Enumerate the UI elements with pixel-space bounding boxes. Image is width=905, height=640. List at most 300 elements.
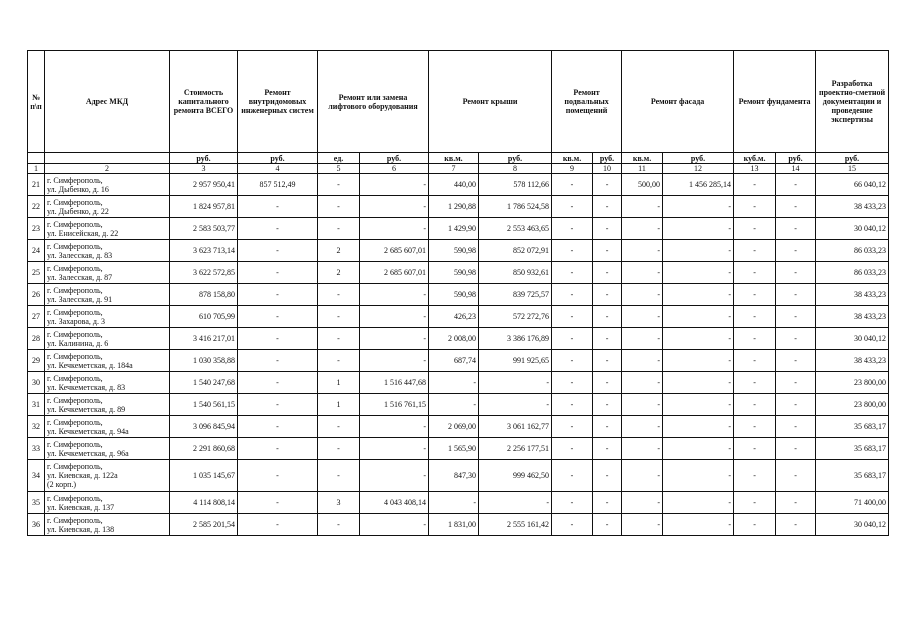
address-cell xyxy=(45,328,170,350)
foundation-volume-cell: - xyxy=(734,460,776,492)
foundation-cost-cell: - xyxy=(776,174,816,196)
facade-area-cell: 500,00 xyxy=(622,174,663,196)
foundation-volume-cell: - xyxy=(734,350,776,372)
header-elevator: Ремонт или замена лифтового оборудования xyxy=(318,51,429,153)
row-number-cell: 26 xyxy=(28,284,45,306)
row-number-cell: 29 xyxy=(28,350,45,372)
facade-cost-cell: - xyxy=(663,284,734,306)
roof-cost-cell: 2 555 161,42 xyxy=(479,514,552,536)
row-number-cell: 27 xyxy=(28,306,45,328)
address-line: г. Симферополь, xyxy=(47,515,103,525)
table-row xyxy=(28,460,889,492)
address-line: ул. Залесская, д. 87 xyxy=(47,272,113,282)
foundation-cost-cell: - xyxy=(776,416,816,438)
total-cost-cell: 3 416 217,01 xyxy=(170,328,238,350)
roof-area-cell: 590,98 xyxy=(429,262,479,284)
roof-cost-cell: - xyxy=(479,492,552,514)
basement-area-cell: - xyxy=(552,284,593,306)
elevator-count-cell: - xyxy=(318,416,360,438)
elevator-cost-cell: 4 043 408,14 xyxy=(360,492,429,514)
table-row xyxy=(28,218,889,240)
table-row xyxy=(28,416,889,438)
address-cell xyxy=(45,394,170,416)
elevator-cost-cell: - xyxy=(360,460,429,492)
row-number-cell: 30 xyxy=(28,372,45,394)
roof-cost-cell: 2 553 463,65 xyxy=(479,218,552,240)
address-line: г. Симферополь, xyxy=(47,439,103,449)
basement-area-cell: - xyxy=(552,394,593,416)
basement-area-cell: - xyxy=(552,460,593,492)
row-number-cell: 36 xyxy=(28,514,45,536)
foundation-volume-cell: - xyxy=(734,196,776,218)
unit-cell: руб. xyxy=(479,153,552,164)
address-line: г. Симферополь, xyxy=(47,285,103,295)
header-basement: Ремонт подвальных помещений xyxy=(552,51,622,153)
basement-area-cell: - xyxy=(552,416,593,438)
basement-cost-cell: - xyxy=(593,394,622,416)
column-number: 4 xyxy=(238,164,318,174)
basement-cost-cell: - xyxy=(593,262,622,284)
facade-area-cell: - xyxy=(622,284,663,306)
address-cell xyxy=(45,460,170,492)
column-number: 2 xyxy=(45,164,170,174)
elevator-count-cell: 3 xyxy=(318,492,360,514)
table-row xyxy=(28,262,889,284)
address-cell xyxy=(45,372,170,394)
engineering-cell: - xyxy=(238,460,318,492)
roof-area-cell: 440,00 xyxy=(429,174,479,196)
address-line: ул. Дыбенко, д. 16 xyxy=(47,184,109,194)
address-line: г. Симферополь, xyxy=(47,417,103,427)
header-design-docs: Разработка проектно-сметной документации и проведение экспертизы xyxy=(816,51,889,153)
column-number: 7 xyxy=(429,164,479,174)
facade-cost-cell: 1 456 285,14 xyxy=(663,174,734,196)
address-cell xyxy=(45,218,170,240)
roof-area-cell: - xyxy=(429,394,479,416)
facade-area-cell: - xyxy=(622,240,663,262)
engineering-cell: 857 512,49 xyxy=(238,174,318,196)
address-cell xyxy=(45,492,170,514)
total-cost-cell: 1 824 957,81 xyxy=(170,196,238,218)
foundation-volume-cell: - xyxy=(734,240,776,262)
address-line: ул. Кечкеметская, д. 94а xyxy=(47,426,129,436)
design-docs-cell: 23 800,00 xyxy=(816,394,889,416)
row-number-cell: 32 xyxy=(28,416,45,438)
design-docs-cell: 86 033,23 xyxy=(816,240,889,262)
address-line: г. Симферополь, xyxy=(47,395,103,405)
foundation-cost-cell: - xyxy=(776,262,816,284)
elevator-count-cell: - xyxy=(318,284,360,306)
design-docs-cell: 86 033,23 xyxy=(816,262,889,284)
row-number-cell: 28 xyxy=(28,328,45,350)
engineering-cell: - xyxy=(238,328,318,350)
facade-cost-cell: - xyxy=(663,460,734,492)
basement-area-cell: - xyxy=(552,174,593,196)
total-cost-cell: 3 623 713,14 xyxy=(170,240,238,262)
address-line: г. Симферополь, xyxy=(47,462,103,471)
header-roof: Ремонт крыши xyxy=(429,51,552,153)
elevator-count-cell: - xyxy=(318,438,360,460)
facade-cost-cell: - xyxy=(663,514,734,536)
header-foundation: Ремонт фундамента xyxy=(734,51,816,153)
unit-cell: руб. xyxy=(593,153,622,164)
address-line: г. Симферополь, xyxy=(47,197,103,207)
elevator-cost-cell: - xyxy=(360,438,429,460)
design-docs-cell: 35 683,17 xyxy=(816,416,889,438)
address-cell xyxy=(45,350,170,372)
address-line: ул. Кечкеметская, д. 96а xyxy=(47,448,129,458)
roof-area-cell: 847,30 xyxy=(429,460,479,492)
foundation-volume-cell: - xyxy=(734,174,776,196)
design-docs-cell: 30 040,12 xyxy=(816,328,889,350)
elevator-cost-cell: - xyxy=(360,174,429,196)
address-cell xyxy=(45,514,170,536)
facade-area-cell: - xyxy=(622,514,663,536)
row-number-cell: 31 xyxy=(28,394,45,416)
elevator-cost-cell: 1 516 761,15 xyxy=(360,394,429,416)
unit-cell: руб. xyxy=(170,153,238,164)
table-row xyxy=(28,328,889,350)
facade-area-cell: - xyxy=(622,438,663,460)
total-cost-cell: 2 291 860,68 xyxy=(170,438,238,460)
roof-cost-cell: 3 061 162,77 xyxy=(479,416,552,438)
column-number: 13 xyxy=(734,164,776,174)
address-line: г. Симферополь, xyxy=(47,175,103,185)
engineering-cell: - xyxy=(238,416,318,438)
address-line: г. Симферополь, xyxy=(47,373,103,383)
table-row xyxy=(28,492,889,514)
table-row xyxy=(28,438,889,460)
engineering-cell: - xyxy=(238,196,318,218)
table-row xyxy=(28,394,889,416)
roof-cost-cell: - xyxy=(479,394,552,416)
address-line: ул. Енисейская, д. 22 xyxy=(47,228,119,238)
roof-cost-cell: 572 272,76 xyxy=(479,306,552,328)
unit-cell: руб. xyxy=(360,153,429,164)
address-line: ул. Киевская, д. 138 xyxy=(47,524,115,534)
elevator-cost-cell: - xyxy=(360,416,429,438)
total-cost-cell: 1 035 145,67 xyxy=(170,460,238,492)
address-line: ул. Кечкеметская, д. 89 xyxy=(47,404,126,414)
unit-cell: руб. xyxy=(663,153,734,164)
basement-area-cell: - xyxy=(552,438,593,460)
engineering-cell: - xyxy=(238,438,318,460)
roof-area-cell: 590,98 xyxy=(429,284,479,306)
design-docs-cell: 38 433,23 xyxy=(816,284,889,306)
header-facade: Ремонт фасада xyxy=(622,51,734,153)
basement-cost-cell: - xyxy=(593,174,622,196)
foundation-cost-cell: - xyxy=(776,514,816,536)
column-number: 12 xyxy=(663,164,734,174)
unit-cell: куб.м. xyxy=(734,153,776,164)
basement-area-cell: - xyxy=(552,218,593,240)
address-cell xyxy=(45,196,170,218)
roof-area-cell: 426,23 xyxy=(429,306,479,328)
address-line: г. Симферополь, xyxy=(47,241,103,251)
design-docs-cell: 38 433,23 xyxy=(816,196,889,218)
total-cost-cell: 610 705,99 xyxy=(170,306,238,328)
address-line: г. Симферополь, xyxy=(47,493,103,503)
address-line: г. Симферополь, xyxy=(47,219,103,229)
row-number-cell: 35 xyxy=(28,492,45,514)
elevator-count-cell: - xyxy=(318,306,360,328)
engineering-cell: - xyxy=(238,514,318,536)
total-cost-cell: 1 030 358,88 xyxy=(170,350,238,372)
address-line: ул. Киевская, д. 137 xyxy=(47,502,115,512)
column-number: 15 xyxy=(816,164,889,174)
engineering-cell: - xyxy=(238,492,318,514)
engineering-cell: - xyxy=(238,372,318,394)
elevator-cost-cell: 2 685 607,01 xyxy=(360,240,429,262)
basement-area-cell: - xyxy=(552,262,593,284)
design-docs-cell: 71 400,00 xyxy=(816,492,889,514)
design-docs-cell: 23 800,00 xyxy=(816,372,889,394)
basement-area-cell: - xyxy=(552,372,593,394)
column-number: 8 xyxy=(479,164,552,174)
foundation-volume-cell: - xyxy=(734,218,776,240)
roof-area-cell: 1 565,90 xyxy=(429,438,479,460)
basement-area-cell: - xyxy=(552,240,593,262)
engineering-cell: - xyxy=(238,262,318,284)
elevator-cost-cell: - xyxy=(360,284,429,306)
elevator-cost-cell: 2 685 607,01 xyxy=(360,262,429,284)
basement-area-cell: - xyxy=(552,196,593,218)
facade-cost-cell: - xyxy=(663,306,734,328)
table-row xyxy=(28,514,889,536)
address-line: ул. Калинина, д. 6 xyxy=(47,338,109,348)
elevator-count-cell: 1 xyxy=(318,372,360,394)
total-cost-cell: 4 114 808,14 xyxy=(170,492,238,514)
basement-cost-cell: - xyxy=(593,416,622,438)
elevator-cost-cell: - xyxy=(360,218,429,240)
facade-cost-cell: - xyxy=(663,394,734,416)
roof-cost-cell: 850 932,61 xyxy=(479,262,552,284)
foundation-cost-cell: - xyxy=(776,460,816,492)
address-cell xyxy=(45,262,170,284)
elevator-count-cell: 2 xyxy=(318,240,360,262)
basement-cost-cell: - xyxy=(593,460,622,492)
facade-cost-cell: - xyxy=(663,328,734,350)
roof-area-cell: 2 008,00 xyxy=(429,328,479,350)
design-docs-cell: 30 040,12 xyxy=(816,218,889,240)
column-number: 14 xyxy=(776,164,816,174)
address-line: г. Симферополь, xyxy=(47,307,103,317)
basement-area-cell: - xyxy=(552,306,593,328)
elevator-count-cell: - xyxy=(318,174,360,196)
table-row xyxy=(28,306,889,328)
facade-area-cell: - xyxy=(622,372,663,394)
roof-area-cell: 1 831,00 xyxy=(429,514,479,536)
engineering-cell: - xyxy=(238,394,318,416)
elevator-cost-cell: - xyxy=(360,196,429,218)
row-number-cell: 24 xyxy=(28,240,45,262)
units-row xyxy=(28,153,889,164)
roof-cost-cell: 991 925,65 xyxy=(479,350,552,372)
column-number: 11 xyxy=(622,164,663,174)
foundation-volume-cell: - xyxy=(734,328,776,350)
facade-area-cell: - xyxy=(622,350,663,372)
basement-area-cell: - xyxy=(552,514,593,536)
design-docs-cell: 38 433,23 xyxy=(816,350,889,372)
engineering-cell: - xyxy=(238,218,318,240)
units-blank xyxy=(28,153,45,164)
elevator-count-cell: - xyxy=(318,460,360,492)
foundation-volume-cell: - xyxy=(734,262,776,284)
address-line: ул. Дыбенко, д. 22 xyxy=(47,206,109,216)
basement-cost-cell: - xyxy=(593,372,622,394)
address-line: г. Симферополь, xyxy=(47,329,103,339)
basement-cost-cell: - xyxy=(593,328,622,350)
elevator-cost-cell: - xyxy=(360,514,429,536)
facade-area-cell: - xyxy=(622,328,663,350)
elevator-cost-cell: - xyxy=(360,306,429,328)
engineering-cell: - xyxy=(238,350,318,372)
unit-cell: руб. xyxy=(776,153,816,164)
address-cell xyxy=(45,174,170,196)
address-line: (2 корп.) xyxy=(47,480,77,489)
foundation-volume-cell: - xyxy=(734,284,776,306)
row-number-cell: 33 xyxy=(28,438,45,460)
repair-cost-table xyxy=(27,50,889,536)
facade-cost-cell: - xyxy=(663,218,734,240)
basement-cost-cell: - xyxy=(593,514,622,536)
facade-cost-cell: - xyxy=(663,240,734,262)
foundation-cost-cell: - xyxy=(776,372,816,394)
column-number: 6 xyxy=(360,164,429,174)
roof-area-cell: 590,98 xyxy=(429,240,479,262)
facade-area-cell: - xyxy=(622,262,663,284)
foundation-volume-cell: - xyxy=(734,306,776,328)
table-row xyxy=(28,240,889,262)
total-cost-cell: 2 957 950,41 xyxy=(170,174,238,196)
roof-cost-cell: 839 725,57 xyxy=(479,284,552,306)
roof-area-cell: - xyxy=(429,492,479,514)
roof-cost-cell: 3 386 176,89 xyxy=(479,328,552,350)
facade-area-cell: - xyxy=(622,492,663,514)
units-blank xyxy=(45,153,170,164)
foundation-volume-cell: - xyxy=(734,416,776,438)
header-row xyxy=(28,51,889,153)
basement-area-cell: - xyxy=(552,328,593,350)
column-number: 9 xyxy=(552,164,593,174)
address-line: ул. Кечкеметская, д. 184а xyxy=(47,360,133,370)
facade-area-cell: - xyxy=(622,460,663,492)
design-docs-cell: 35 683,17 xyxy=(816,438,889,460)
address-cell xyxy=(45,240,170,262)
facade-cost-cell: - xyxy=(663,492,734,514)
elevator-count-cell: 2 xyxy=(318,262,360,284)
facade-cost-cell: - xyxy=(663,196,734,218)
roof-area-cell: 2 069,00 xyxy=(429,416,479,438)
elevator-cost-cell: - xyxy=(360,328,429,350)
address-cell xyxy=(45,284,170,306)
header-engineering-systems: Ремонт внутридомовых инженерных систем xyxy=(238,51,318,153)
total-cost-cell: 1 540 247,68 xyxy=(170,372,238,394)
foundation-cost-cell: - xyxy=(776,350,816,372)
total-cost-cell: 2 583 503,77 xyxy=(170,218,238,240)
foundation-cost-cell: - xyxy=(776,328,816,350)
foundation-cost-cell: - xyxy=(776,306,816,328)
table-row xyxy=(28,196,889,218)
facade-cost-cell: - xyxy=(663,262,734,284)
total-cost-cell: 3 096 845,94 xyxy=(170,416,238,438)
foundation-volume-cell: - xyxy=(734,372,776,394)
total-cost-cell: 2 585 201,54 xyxy=(170,514,238,536)
basement-area-cell: - xyxy=(552,350,593,372)
roof-cost-cell: 2 256 177,51 xyxy=(479,438,552,460)
header-number: № п\п xyxy=(28,51,45,153)
total-cost-cell: 3 622 572,85 xyxy=(170,262,238,284)
basement-cost-cell: - xyxy=(593,196,622,218)
table-row xyxy=(28,284,889,306)
row-number-cell: 22 xyxy=(28,196,45,218)
address-cell xyxy=(45,438,170,460)
elevator-count-cell: - xyxy=(318,350,360,372)
unit-cell: кв.м. xyxy=(429,153,479,164)
address-cell xyxy=(45,306,170,328)
address-cell xyxy=(45,416,170,438)
total-cost-cell: 1 540 561,15 xyxy=(170,394,238,416)
address-line: г. Симферополь, xyxy=(47,351,103,361)
table-row xyxy=(28,174,889,196)
column-number: 1 xyxy=(28,164,45,174)
design-docs-cell: 35 683,17 xyxy=(816,460,889,492)
facade-cost-cell: - xyxy=(663,350,734,372)
foundation-cost-cell: - xyxy=(776,394,816,416)
facade-area-cell: - xyxy=(622,306,663,328)
facade-area-cell: - xyxy=(622,394,663,416)
basement-cost-cell: - xyxy=(593,438,622,460)
foundation-cost-cell: - xyxy=(776,218,816,240)
address-line: ул. Кечкеметская, д. 83 xyxy=(47,382,126,392)
elevator-count-cell: - xyxy=(318,328,360,350)
facade-cost-cell: - xyxy=(663,372,734,394)
foundation-cost-cell: - xyxy=(776,492,816,514)
engineering-cell: - xyxy=(238,306,318,328)
address-line: ул. Залесская, д. 83 xyxy=(47,250,113,260)
column-number: 5 xyxy=(318,164,360,174)
design-docs-cell: 30 040,12 xyxy=(816,514,889,536)
roof-cost-cell: 1 786 524,58 xyxy=(479,196,552,218)
basement-cost-cell: - xyxy=(593,350,622,372)
unit-cell: кв.м. xyxy=(622,153,663,164)
header-total-cost: Стоимость капитального ремонта ВСЕГО xyxy=(170,51,238,153)
foundation-cost-cell: - xyxy=(776,196,816,218)
elevator-count-cell: - xyxy=(318,514,360,536)
roof-area-cell: 687,74 xyxy=(429,350,479,372)
foundation-volume-cell: - xyxy=(734,492,776,514)
facade-area-cell: - xyxy=(622,218,663,240)
roof-area-cell: 1 290,88 xyxy=(429,196,479,218)
foundation-volume-cell: - xyxy=(734,394,776,416)
roof-area-cell: - xyxy=(429,372,479,394)
elevator-cost-cell: 1 516 447,68 xyxy=(360,372,429,394)
foundation-cost-cell: - xyxy=(776,240,816,262)
elevator-count-cell: - xyxy=(318,196,360,218)
column-number: 10 xyxy=(593,164,622,174)
roof-cost-cell: - xyxy=(479,372,552,394)
column-numbers-row xyxy=(28,164,889,174)
engineering-cell: - xyxy=(238,284,318,306)
foundation-cost-cell: - xyxy=(776,438,816,460)
basement-cost-cell: - xyxy=(593,240,622,262)
roof-area-cell: 1 429,90 xyxy=(429,218,479,240)
table-row xyxy=(28,372,889,394)
elevator-count-cell: - xyxy=(318,218,360,240)
basement-area-cell: - xyxy=(552,492,593,514)
basement-cost-cell: - xyxy=(593,284,622,306)
column-number: 3 xyxy=(170,164,238,174)
